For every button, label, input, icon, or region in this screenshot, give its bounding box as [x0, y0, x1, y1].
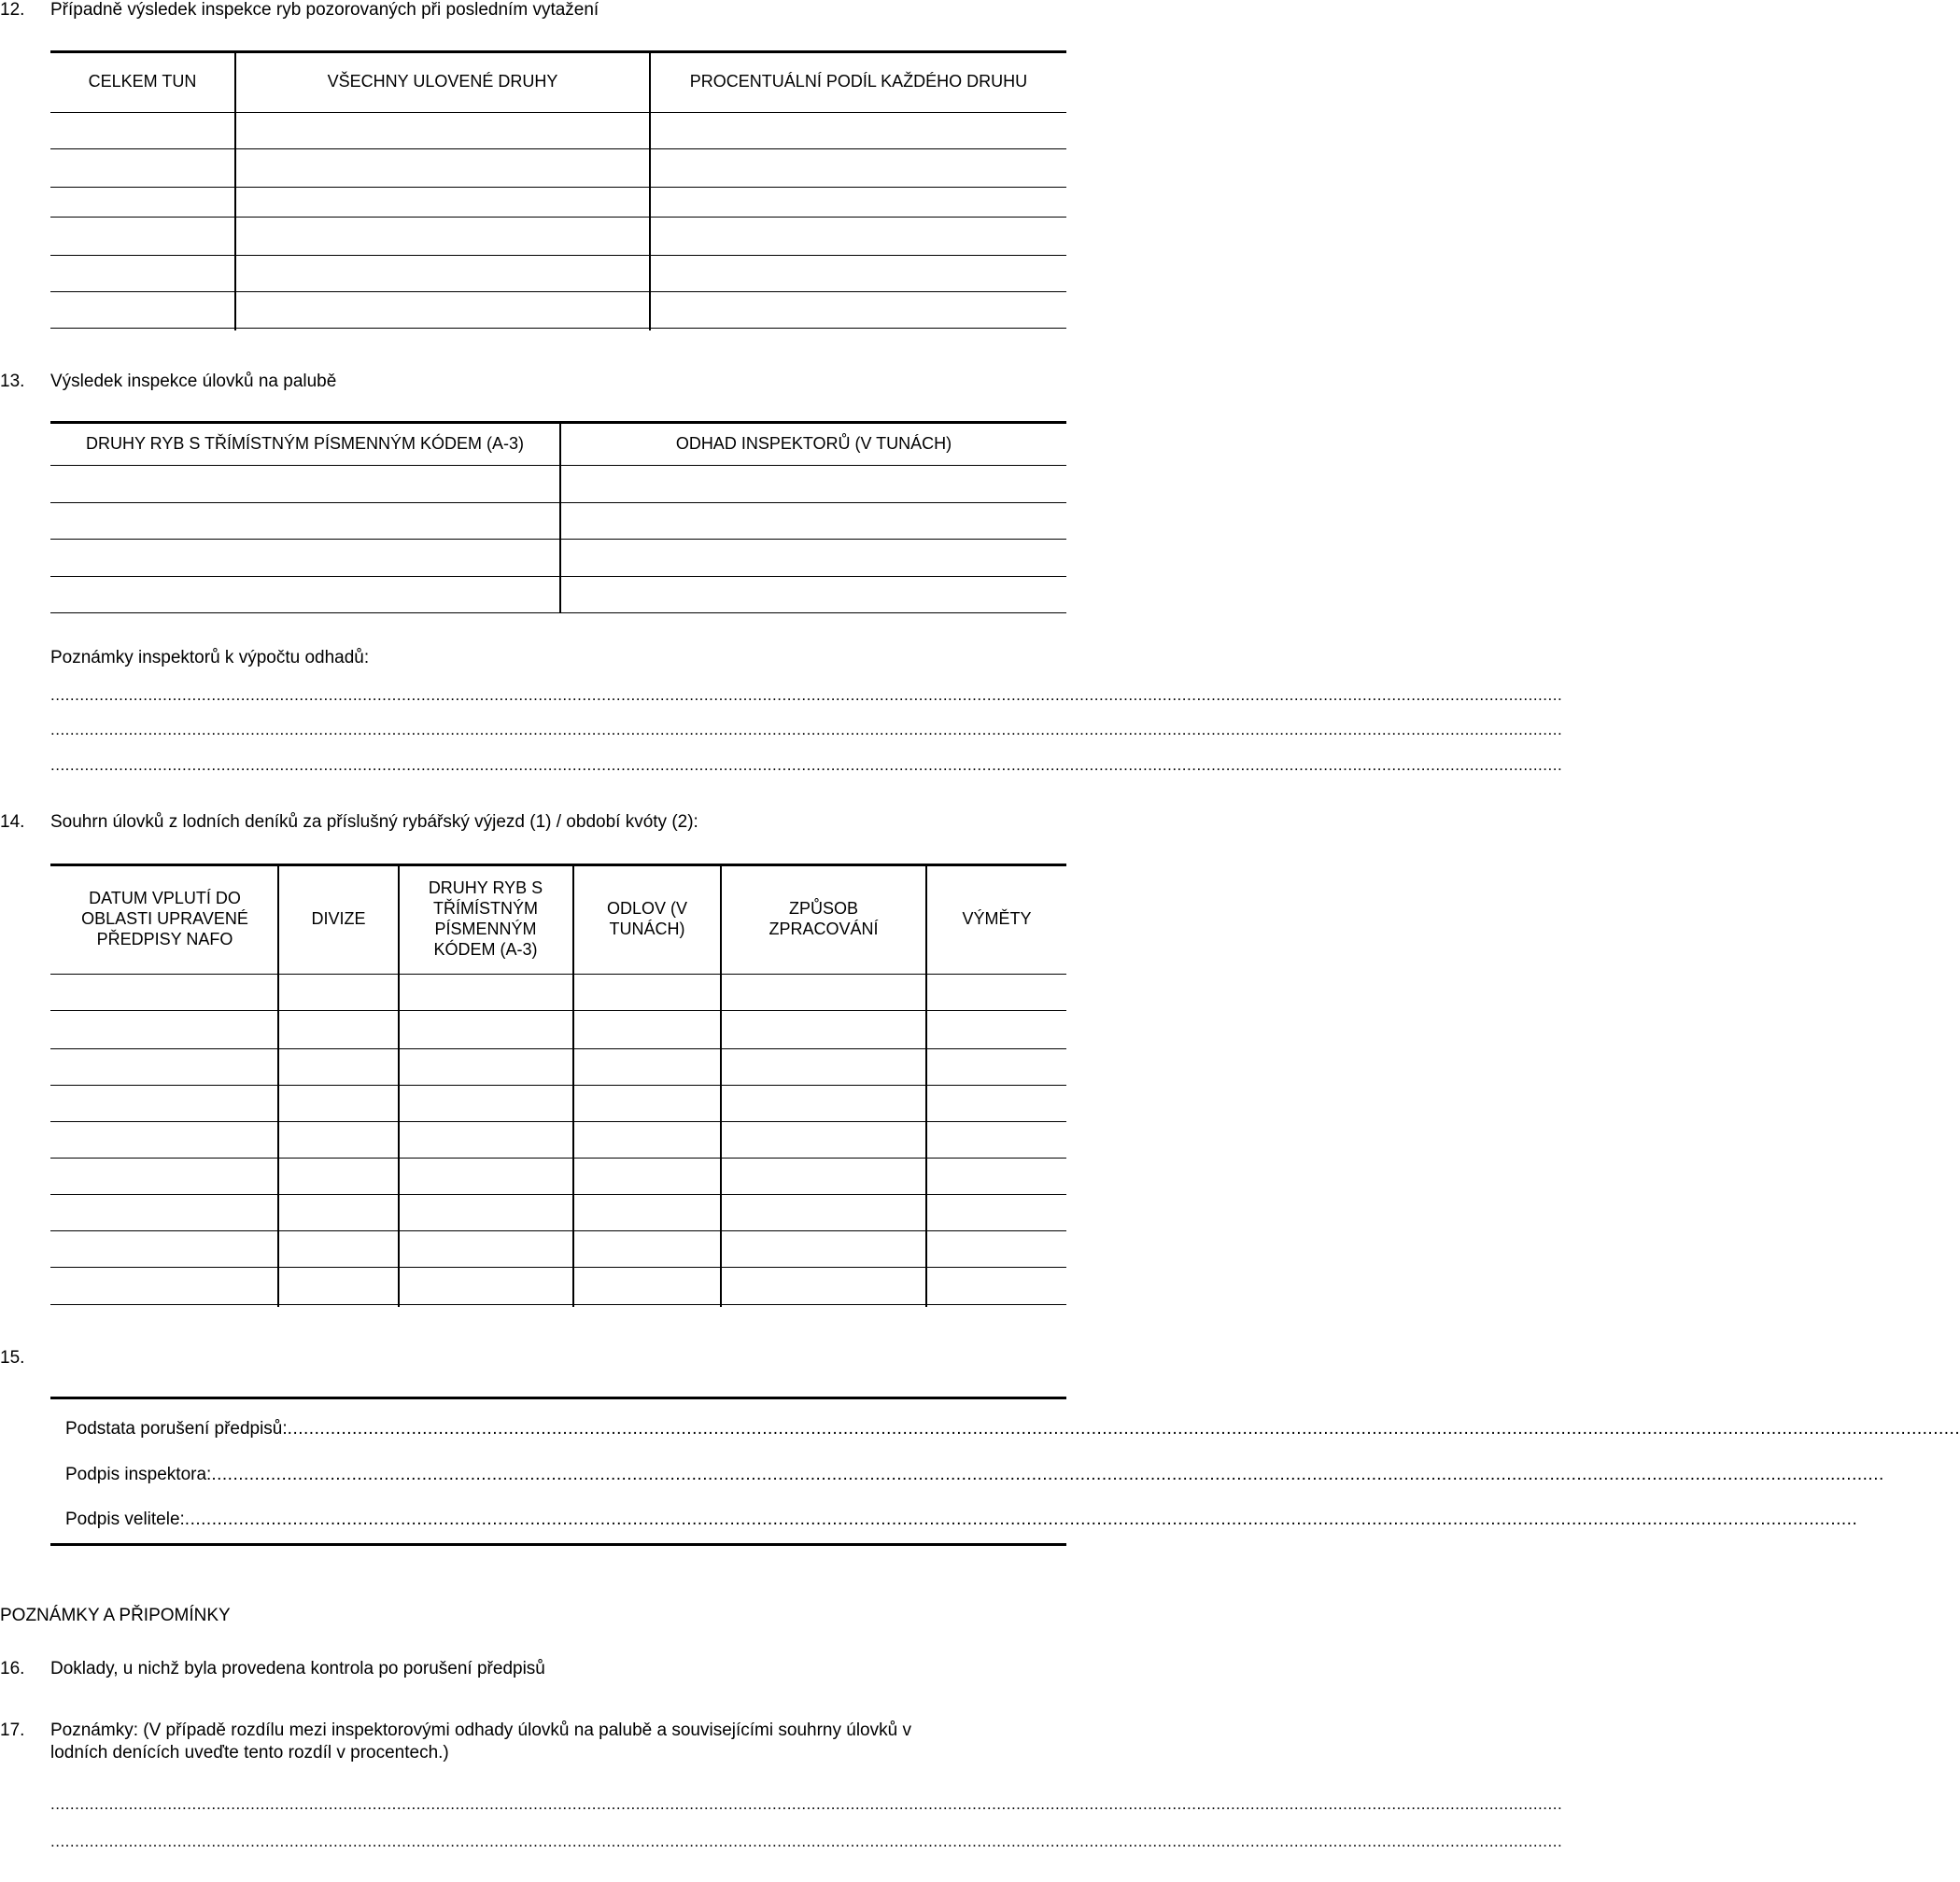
inspector-notes-label: Poznámky inspektorů k výpočtu odhadů: — [50, 648, 370, 667]
column-header-species-percentage: PROCENTUÁLNÍ PODÍL KAŽDÉHO DRUHU — [689, 72, 1028, 91]
item-16-text: Doklady, u nichž byla provedena kontrola po porušení předpisů — [50, 1659, 545, 1678]
section-12-number: 12. — [0, 0, 25, 20]
section-12-table — [50, 50, 1066, 330]
item-17-text-line-1: Poznámky: (V případě rozdílu mezi inspektorovými odhady úlovků na palubě a souvisejícími souhrny úlovků v — [50, 1720, 911, 1740]
inspector-notes-line-1[interactable]: ...................................................................................................................................................................................................................................................................................................................... — [50, 686, 1563, 704]
column-header-inspector-estimate: ODHAD INSPEKTORŮ (V TUNÁCH) — [675, 433, 952, 453]
remarks-line-1[interactable]: ...................................................................................................................................................................................................................................................................................................................... — [50, 1795, 1563, 1813]
column-header-division: DIVIZE — [311, 909, 366, 928]
column-header-all-species: VŠECHNY ULOVENÉ DRUHY — [327, 72, 558, 91]
column-header-discards: VÝMĚTY — [962, 909, 1032, 928]
item-17-number: 17. — [0, 1720, 25, 1740]
inspector-notes-line-2[interactable]: ...................................................................................................................................................................................................................................................................................................................... — [50, 721, 1563, 738]
column-header-species-a3-code: DRUHY RYB S TŘÍMÍSTNÝM PÍSMENNÝM KÓDEM (A-3) — [85, 433, 525, 453]
section-14-title: Souhrn úlovků z lodních deníků za příslušný rybářský výjezd (1) / období kvóty (2): — [50, 812, 698, 832]
section-14-table — [50, 864, 1066, 1307]
remarks-line-2[interactable]: ...................................................................................................................................................................................................................................................................................................................... — [50, 1833, 1563, 1850]
inspector-signature-input[interactable]: ...................................................................................................................................................................................................................................................................................................................... — [211, 1465, 1884, 1484]
column-header-catch-tons: ODLOV (V TUNÁCH) — [606, 899, 688, 938]
inspector-signature-label: Podpis inspektora: — [65, 1465, 212, 1484]
violation-nature-field[interactable] — [65, 1419, 1960, 1440]
inspector-notes-line-3[interactable]: ...................................................................................................................................................................................................................................................................................................................... — [50, 756, 1563, 774]
column-header-entry-date-nafo: DATUM VPLUTÍ DO OBLASTI UPRAVENÉ PŘEDPISY NAFO — [81, 889, 248, 948]
master-signature-input[interactable]: ...................................................................................................................................................................................................................................................................................................................... — [184, 1510, 1858, 1529]
master-signature-field[interactable] — [65, 1510, 1858, 1530]
section-13-title: Výsledek inspekce úlovků na palubě — [50, 372, 337, 391]
master-signature-label: Podpis velitele: — [65, 1510, 185, 1529]
remarks-heading: POZNÁMKY A PŘIPOMÍNKY — [0, 1606, 231, 1625]
item-16-number: 16. — [0, 1659, 25, 1678]
section-15-number: 15. — [0, 1348, 25, 1368]
item-17-text-line-2: lodních denících uveďte tento rozdíl v procentech.) — [50, 1743, 449, 1763]
section-14-number: 14. — [0, 812, 25, 832]
violation-nature-label: Podstata porušení předpisů: — [65, 1419, 288, 1439]
section-13-number: 13. — [0, 372, 25, 391]
section-13-table — [50, 421, 1066, 613]
inspector-signature-field[interactable] — [65, 1465, 1884, 1485]
violation-nature-input[interactable]: ...................................................................................................................................................................................................................................................................................................................... — [287, 1419, 1960, 1439]
column-header-total-tons: CELKEM TUN — [88, 72, 197, 91]
column-header-species-a3-code: DRUHY RYB S TŘÍMÍSTNÝM PÍSMENNÝM KÓDEM (A-3) — [428, 878, 543, 959]
column-header-processing-method: ZPŮSOB ZPRACOVÁNÍ — [768, 899, 879, 938]
section-12-title: Případně výsledek inspekce ryb pozorovaných při posledním vytažení — [50, 0, 599, 20]
